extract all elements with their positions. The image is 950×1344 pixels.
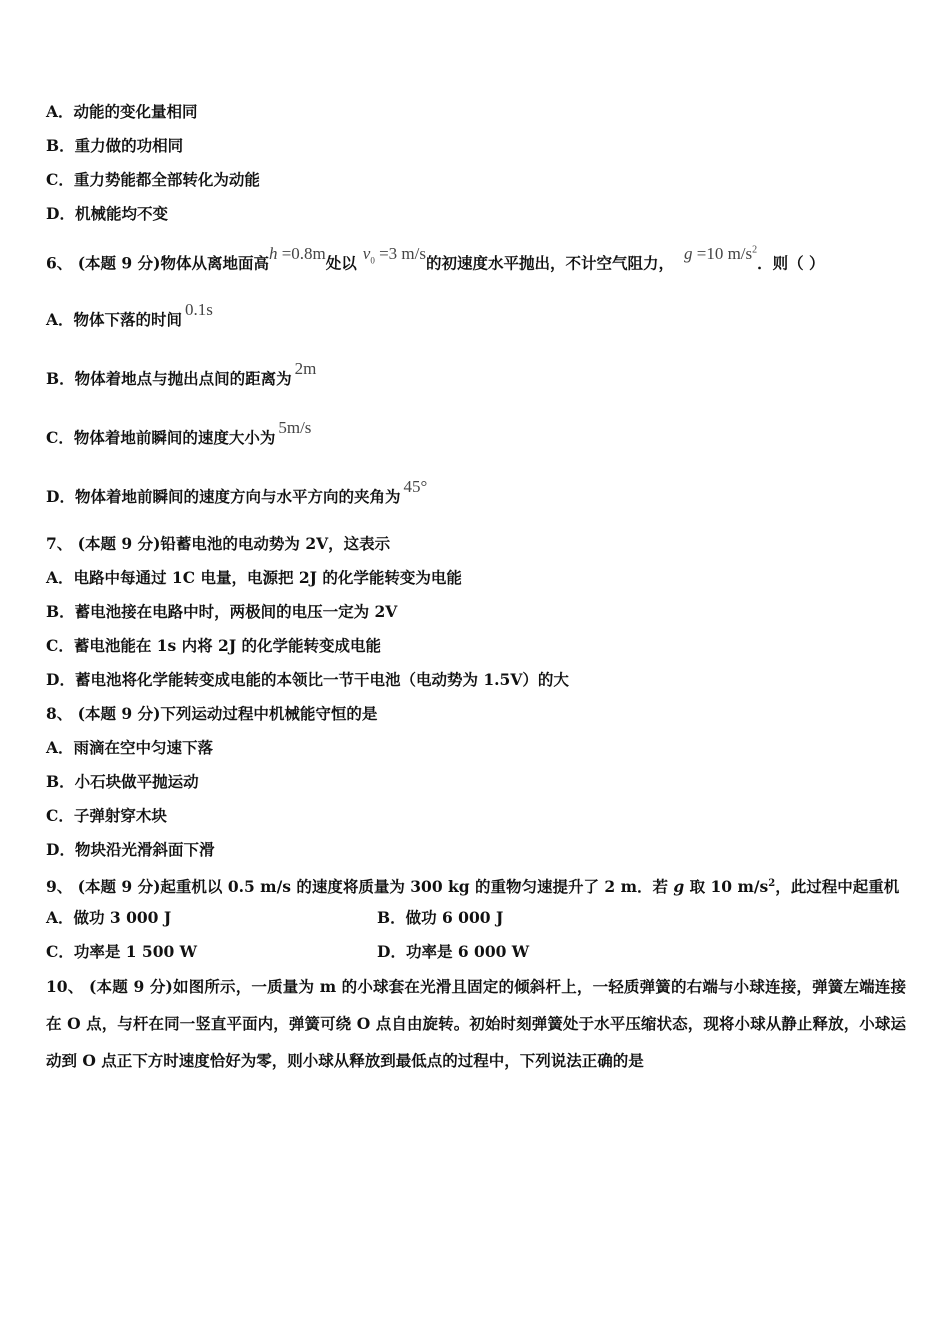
q9-option-d: D．功率是 6 000 W	[377, 942, 530, 961]
q5-option-a: A．动能的变化量相同	[46, 102, 198, 121]
q6-stem: 6、 (本题 9 分)物体从离地面高h =0.8m处以$v_0 =3$ m/s的初速度水平抛出，不计空气阻力，g =10 $m/s^2$．则（ ）	[46, 243, 825, 273]
q8-stem: 8、 (本题 9 分)下列运动过程中机械能守恒的是	[46, 704, 378, 723]
q10-stem: 10、 (本题 9 分)如图所示，一质量为 m 的小球套在光滑且固定的倾斜杆上，一轻质弹簧的右端与小球连接，弹簧左端连接在 O 点，与杆在同一竖直平面内，弹簧可绕 O 点自由旋转。初始时刻弹簧处于水平压缩状态，现将小球从静止释放，小球运动到 O 点正下方时速度恰好为零，则小球从释放到最低点的过程中，下列说法正确的是	[46, 977, 906, 1070]
q6-option-c: C．物体着地前瞬间的速度大小为5m/s	[46, 418, 312, 447]
q8-option-a: A．雨滴在空中匀速下落	[46, 738, 214, 757]
q9-option-a: A．做功 3 000 J	[46, 908, 172, 927]
q8-option-d: D．物块沿光滑斜面下滑	[46, 840, 215, 859]
q5-option-b: B．重力做的功相同	[46, 136, 184, 155]
q5-option-d: D．机械能均不变	[46, 204, 168, 223]
q7-stem: 7、 (本题 9 分)铅蓄电池的电动势为 2V，这表示	[46, 534, 391, 553]
q7-option-a: A．电路中每通过 1C 电量，电源把 2J 的化学能转变为电能	[46, 568, 462, 587]
q7-option-d: D．蓄电池将化学能转变成电能的本领比一节干电池（电动势为 1.5V）的大	[46, 670, 569, 689]
q8-option-c: C．子弹射穿木块	[46, 806, 167, 825]
q9-stem: 9、 (本题 9 分)起重机以 0.5 m/s 的速度将质量为 300 kg 的重物匀速提升了 2 m．若 g 取 10 $m/s^2$，此过程中起重机	[46, 877, 900, 897]
q6-option-b: B．物体着地点与抛出点间的距离为2m	[46, 359, 317, 388]
q7-option-c: C．蓄电池能在 1s 内将 2J 的化学能转变成电能	[46, 636, 382, 655]
q9-option-b: B．做功 6 000 J	[377, 908, 504, 927]
q6-option-a: A．物体下落的时间0.1s	[46, 300, 213, 329]
q6-option-d: D．物体着地前瞬间的速度方向与水平方向的夹角为45°	[46, 477, 428, 506]
q8-option-b: B．小石块做平抛运动	[46, 772, 199, 791]
q5-option-c: C．重力势能都全部转化为动能	[46, 170, 260, 189]
q9-option-c: C．功率是 1 500 W	[46, 942, 198, 961]
q7-option-b: B．蓄电池接在电路中时，两极间的电压一定为 2V	[46, 602, 398, 621]
